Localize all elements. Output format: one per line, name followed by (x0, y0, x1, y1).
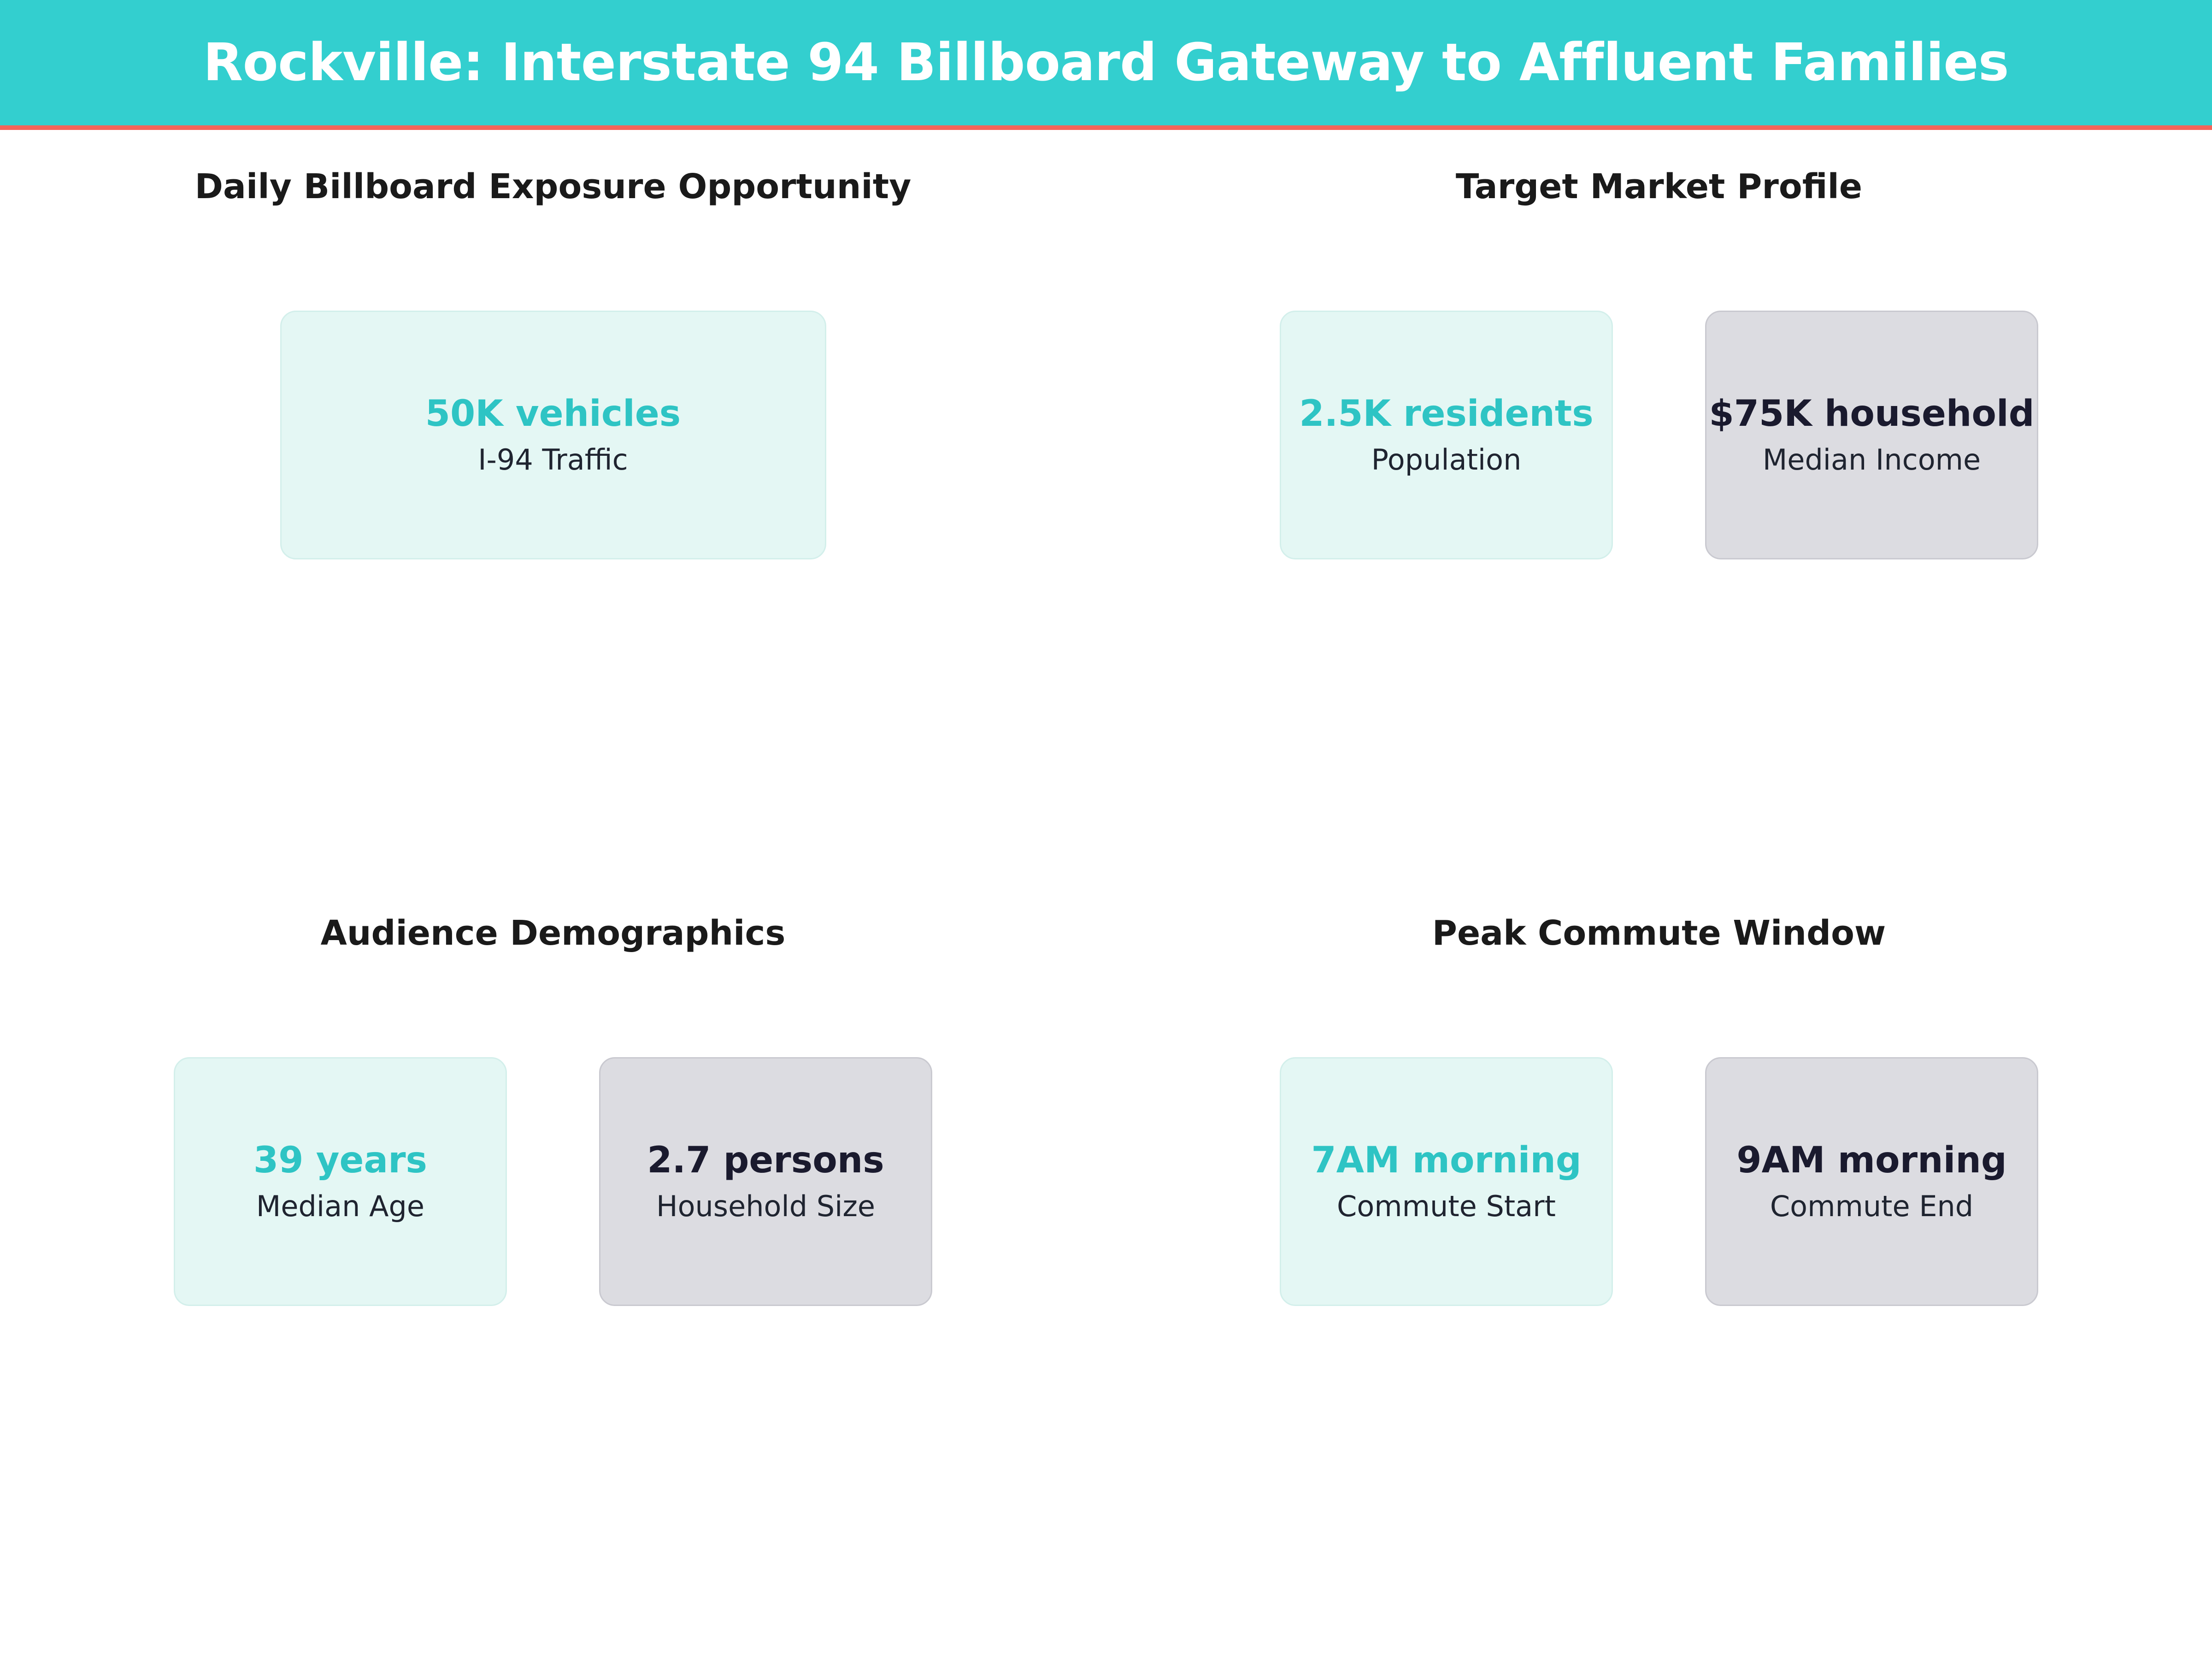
metric-value-household-size: 2.7 persons (647, 1139, 884, 1181)
panel-title-audience-demographics: Audience Demographics (320, 913, 786, 953)
card-row-daily-billboard-exposure (0, 311, 1106, 559)
panel-peak-commute-window (1106, 913, 2212, 1651)
metric-card-household-size (599, 1057, 932, 1306)
card-row-peak-commute-window (1106, 1057, 2212, 1306)
metric-value-median-age: 39 years (253, 1139, 427, 1181)
metric-card-i94-traffic (280, 311, 826, 559)
card-row-audience-demographics (0, 1057, 1106, 1306)
metric-value-median-income: $75K household (1709, 393, 2035, 435)
panel-audience-demographics (0, 913, 1106, 1651)
card-row-target-market-profile (1106, 311, 2212, 559)
header-bar (0, 0, 2212, 125)
metric-value-commute-start: 7AM morning (1311, 1139, 1582, 1181)
panel-target-market-profile (1106, 167, 2212, 904)
metric-value-commute-end: 9AM morning (1736, 1139, 2007, 1181)
metric-label-household-size: Household Size (656, 1189, 876, 1224)
metric-label-median-age: Median Age (256, 1189, 425, 1224)
metric-card-commute-start (1280, 1057, 1613, 1306)
panel-daily-billboard-exposure (0, 167, 1106, 904)
metric-card-median-age (174, 1057, 507, 1306)
metric-label-i94-traffic: I-94 Traffic (478, 443, 628, 477)
page-title: Rockville: Interstate 94 Billboard Gateway to Affluent Families (203, 33, 2009, 93)
metric-card-population (1280, 311, 1613, 559)
panel-title-peak-commute-window: Peak Commute Window (1432, 913, 1886, 953)
metric-label-population: Population (1371, 443, 1522, 477)
panel-title-daily-billboard-exposure: Daily Billboard Exposure Opportunity (194, 167, 912, 206)
header-accent-rule (0, 125, 2212, 130)
kpi-panel-grid (0, 130, 2212, 1659)
metric-value-i94-traffic: 50K vehicles (425, 393, 681, 435)
panel-title-target-market-profile: Target Market Profile (1455, 167, 1863, 206)
metric-label-commute-start: Commute Start (1337, 1189, 1556, 1224)
metric-label-median-income: Median Income (1762, 443, 1981, 477)
metric-card-median-income (1705, 311, 2038, 559)
metric-value-population: 2.5K residents (1299, 393, 1594, 435)
metric-label-commute-end: Commute End (1770, 1189, 1974, 1224)
metric-card-commute-end (1705, 1057, 2038, 1306)
